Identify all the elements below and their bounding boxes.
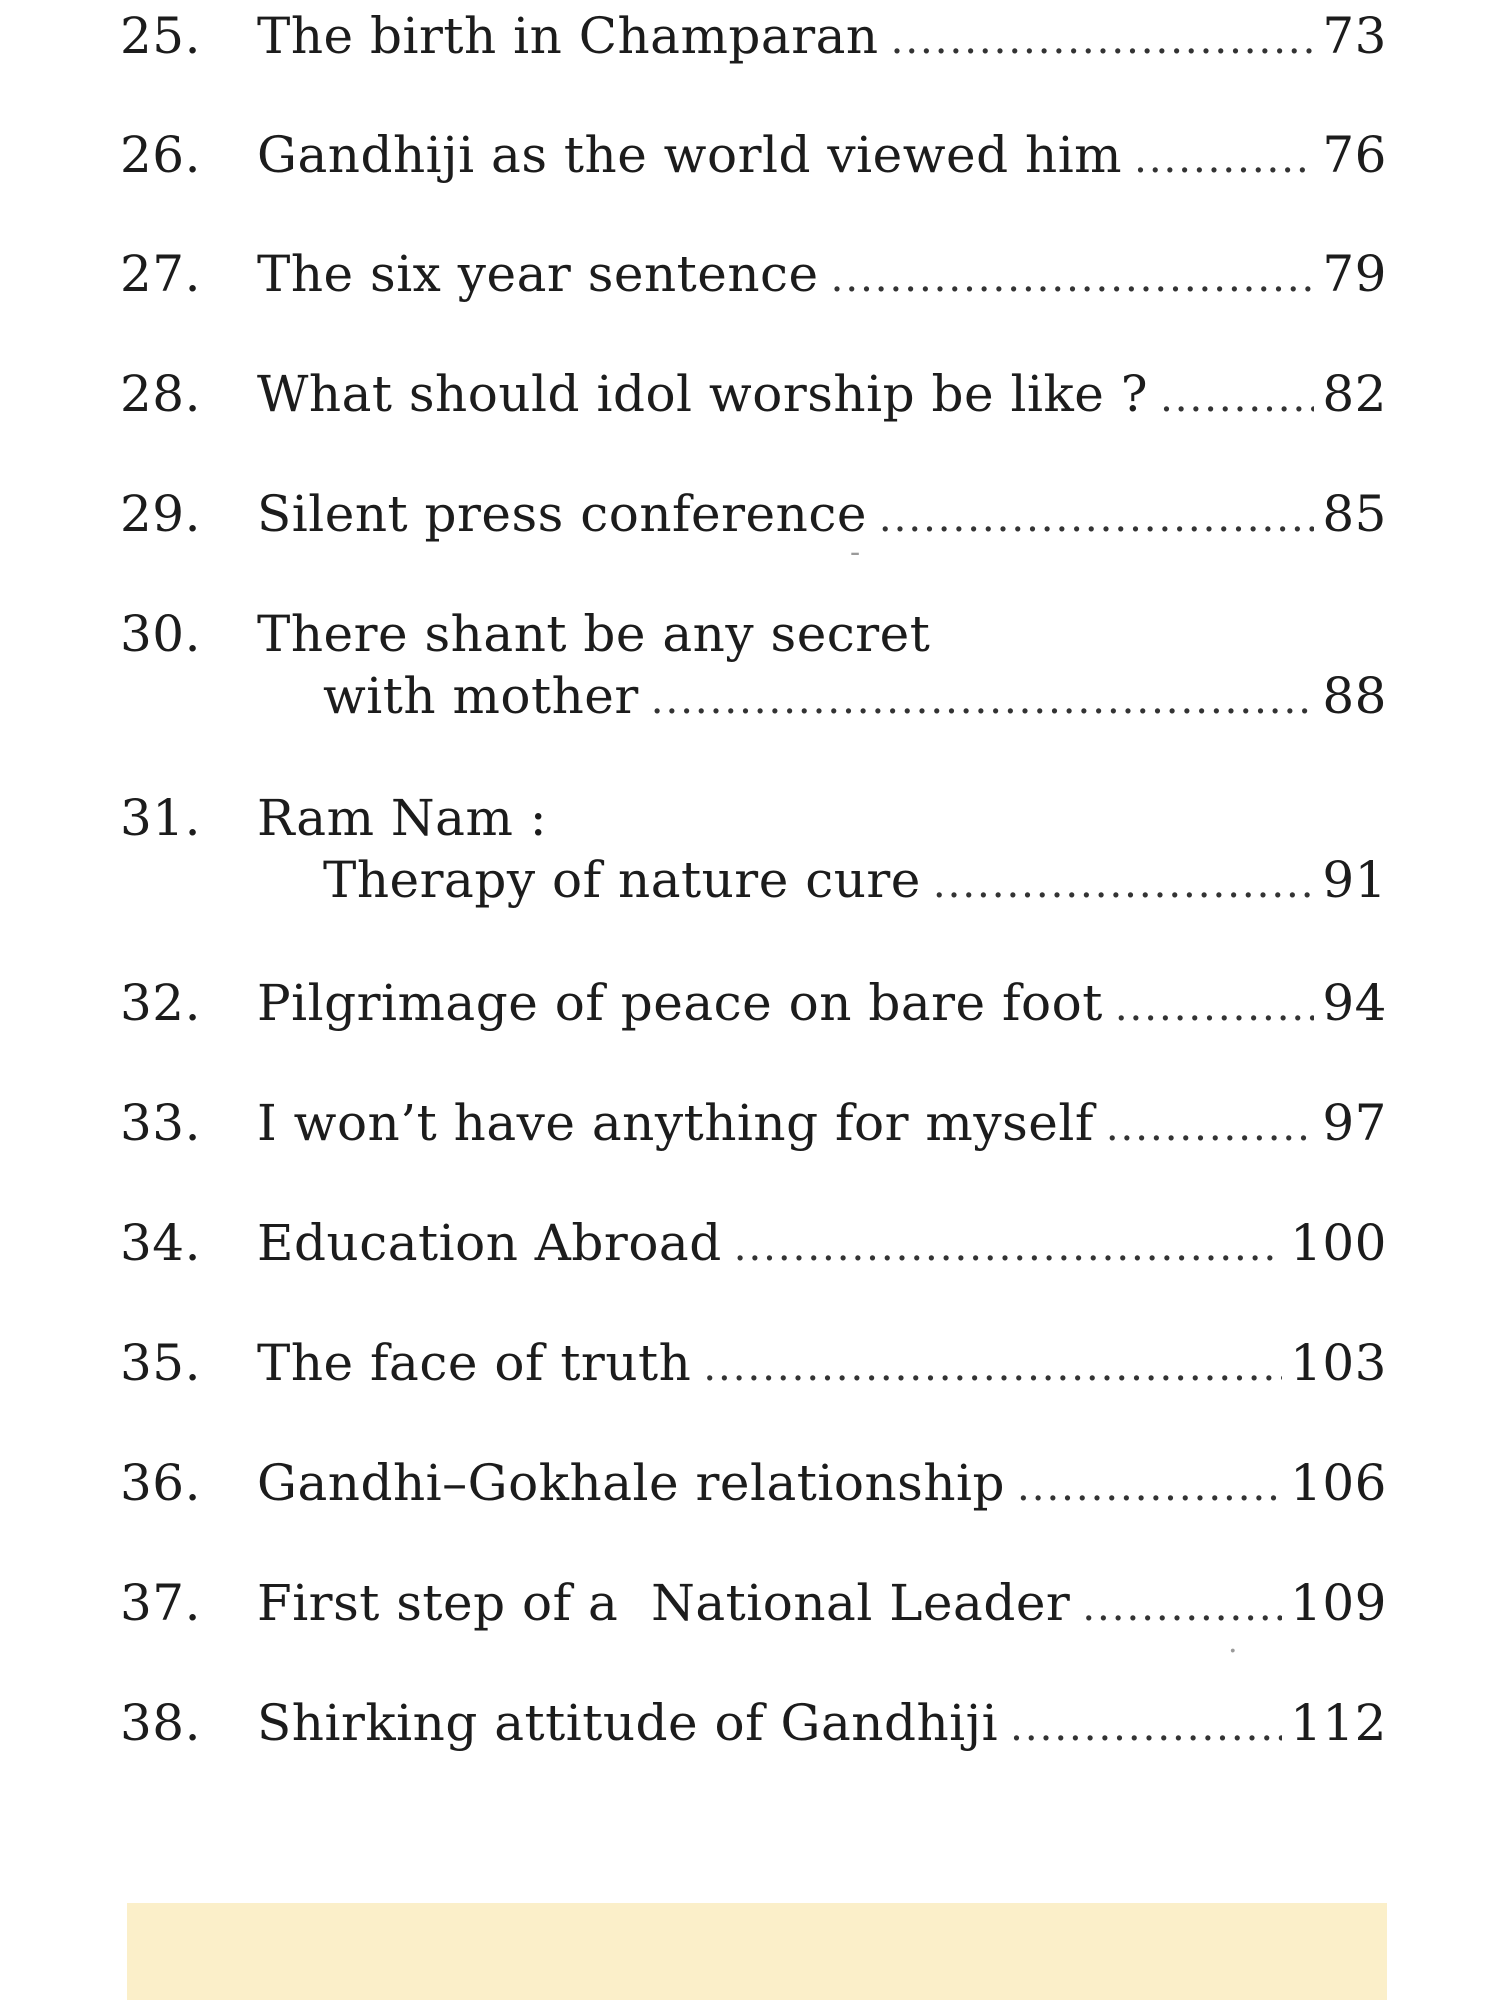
- dot-leader: [891, 10, 1315, 70]
- entry-number: 35.: [120, 1334, 202, 1392]
- dot-leader: [1106, 1097, 1315, 1157]
- dot-leader: [1160, 368, 1314, 428]
- entry-number: 30.: [120, 605, 202, 663]
- entry-page: 85: [1322, 485, 1387, 543]
- entry-page: 112: [1290, 1694, 1387, 1752]
- entry-page: 79: [1322, 245, 1387, 303]
- entry-number: 34.: [120, 1214, 202, 1272]
- entry-line: [257, 1453, 1387, 1513]
- entry-title: Ram Nam :: [257, 789, 548, 847]
- entry-page: 106: [1290, 1454, 1387, 1512]
- entry-line: [257, 484, 1387, 544]
- entry-page: 76: [1322, 126, 1387, 184]
- scan-speck: .: [1228, 1625, 1238, 1660]
- entry-title: The birth in Champaran: [257, 7, 879, 65]
- entry-line: [257, 364, 1387, 424]
- entry-line: [257, 1093, 1387, 1153]
- entry-line: [257, 1213, 1387, 1273]
- entry-number: 36.: [120, 1454, 202, 1512]
- entry-line-continued: [323, 850, 1387, 910]
- entry-title-continued: with mother: [323, 667, 639, 725]
- dot-leader: [703, 1337, 1282, 1397]
- entry-page: 103: [1290, 1334, 1387, 1392]
- dot-leader: [831, 248, 1315, 308]
- dot-leader: [651, 670, 1315, 730]
- entry-line-continued: [323, 666, 1387, 726]
- entry-title: Education Abroad: [257, 1214, 722, 1272]
- dot-leader: [879, 488, 1314, 548]
- dot-leader: [1010, 1697, 1282, 1757]
- entry-number: 38.: [120, 1694, 202, 1752]
- entry-line: [257, 1333, 1387, 1393]
- entry-title: The face of truth: [257, 1334, 692, 1392]
- dot-leader: [734, 1217, 1282, 1277]
- entry-page: 73: [1322, 7, 1387, 65]
- entry-number: 33.: [120, 1094, 202, 1152]
- entry-line: [257, 6, 1387, 66]
- entry-title: Gandhiji as the world viewed him: [257, 126, 1123, 184]
- entry-page: 94: [1322, 974, 1387, 1032]
- entry-title: Shirking attitude of Gandhiji: [257, 1694, 999, 1752]
- entry-line: [257, 125, 1387, 185]
- entry-title: Gandhi–Gokhale relationship: [257, 1454, 1006, 1512]
- entry-line: [257, 973, 1387, 1033]
- entry-page: 88: [1322, 667, 1387, 725]
- dot-leader: [1115, 977, 1315, 1037]
- entry-title: I won’t have anything for myself: [257, 1094, 1094, 1152]
- entry-page: 97: [1322, 1094, 1387, 1152]
- dot-leader: [1134, 129, 1314, 189]
- entry-title-continued: Therapy of nature cure: [323, 851, 921, 909]
- entry-title: The six year sentence: [257, 245, 819, 303]
- entry-title: What should idol worship be like ?: [257, 365, 1149, 423]
- entry-number: 31.: [120, 789, 202, 847]
- entry-number: 32.: [120, 974, 202, 1032]
- entry-page: 82: [1322, 365, 1387, 423]
- entry-title: There shant be any secret: [257, 605, 931, 663]
- entry-number: 26.: [120, 126, 202, 184]
- entry-number: 27.: [120, 245, 202, 303]
- entry-page: 100: [1290, 1214, 1387, 1272]
- scan-speck: -: [850, 535, 861, 570]
- entry-line: [257, 788, 1387, 848]
- entry-number: 25.: [120, 7, 202, 65]
- cream-color-band: [127, 1903, 1387, 2000]
- entry-number: 37.: [120, 1574, 202, 1632]
- entry-page: 91: [1322, 851, 1387, 909]
- entry-title: First step of a National Leader: [257, 1574, 1071, 1632]
- entry-line: [257, 244, 1387, 304]
- dot-leader: [1082, 1577, 1282, 1637]
- entry-line: [257, 604, 1387, 664]
- entry-number: 29.: [120, 485, 202, 543]
- entry-title: Pilgrimage of peace on bare foot: [257, 974, 1103, 1032]
- dot-leader: [933, 854, 1314, 914]
- entry-line: [257, 1573, 1387, 1633]
- entry-title: Silent press conference: [257, 485, 867, 543]
- dot-leader: [1017, 1457, 1282, 1517]
- entry-line: [257, 1693, 1387, 1753]
- entry-page: 109: [1290, 1574, 1387, 1632]
- entry-number: 28.: [120, 365, 202, 423]
